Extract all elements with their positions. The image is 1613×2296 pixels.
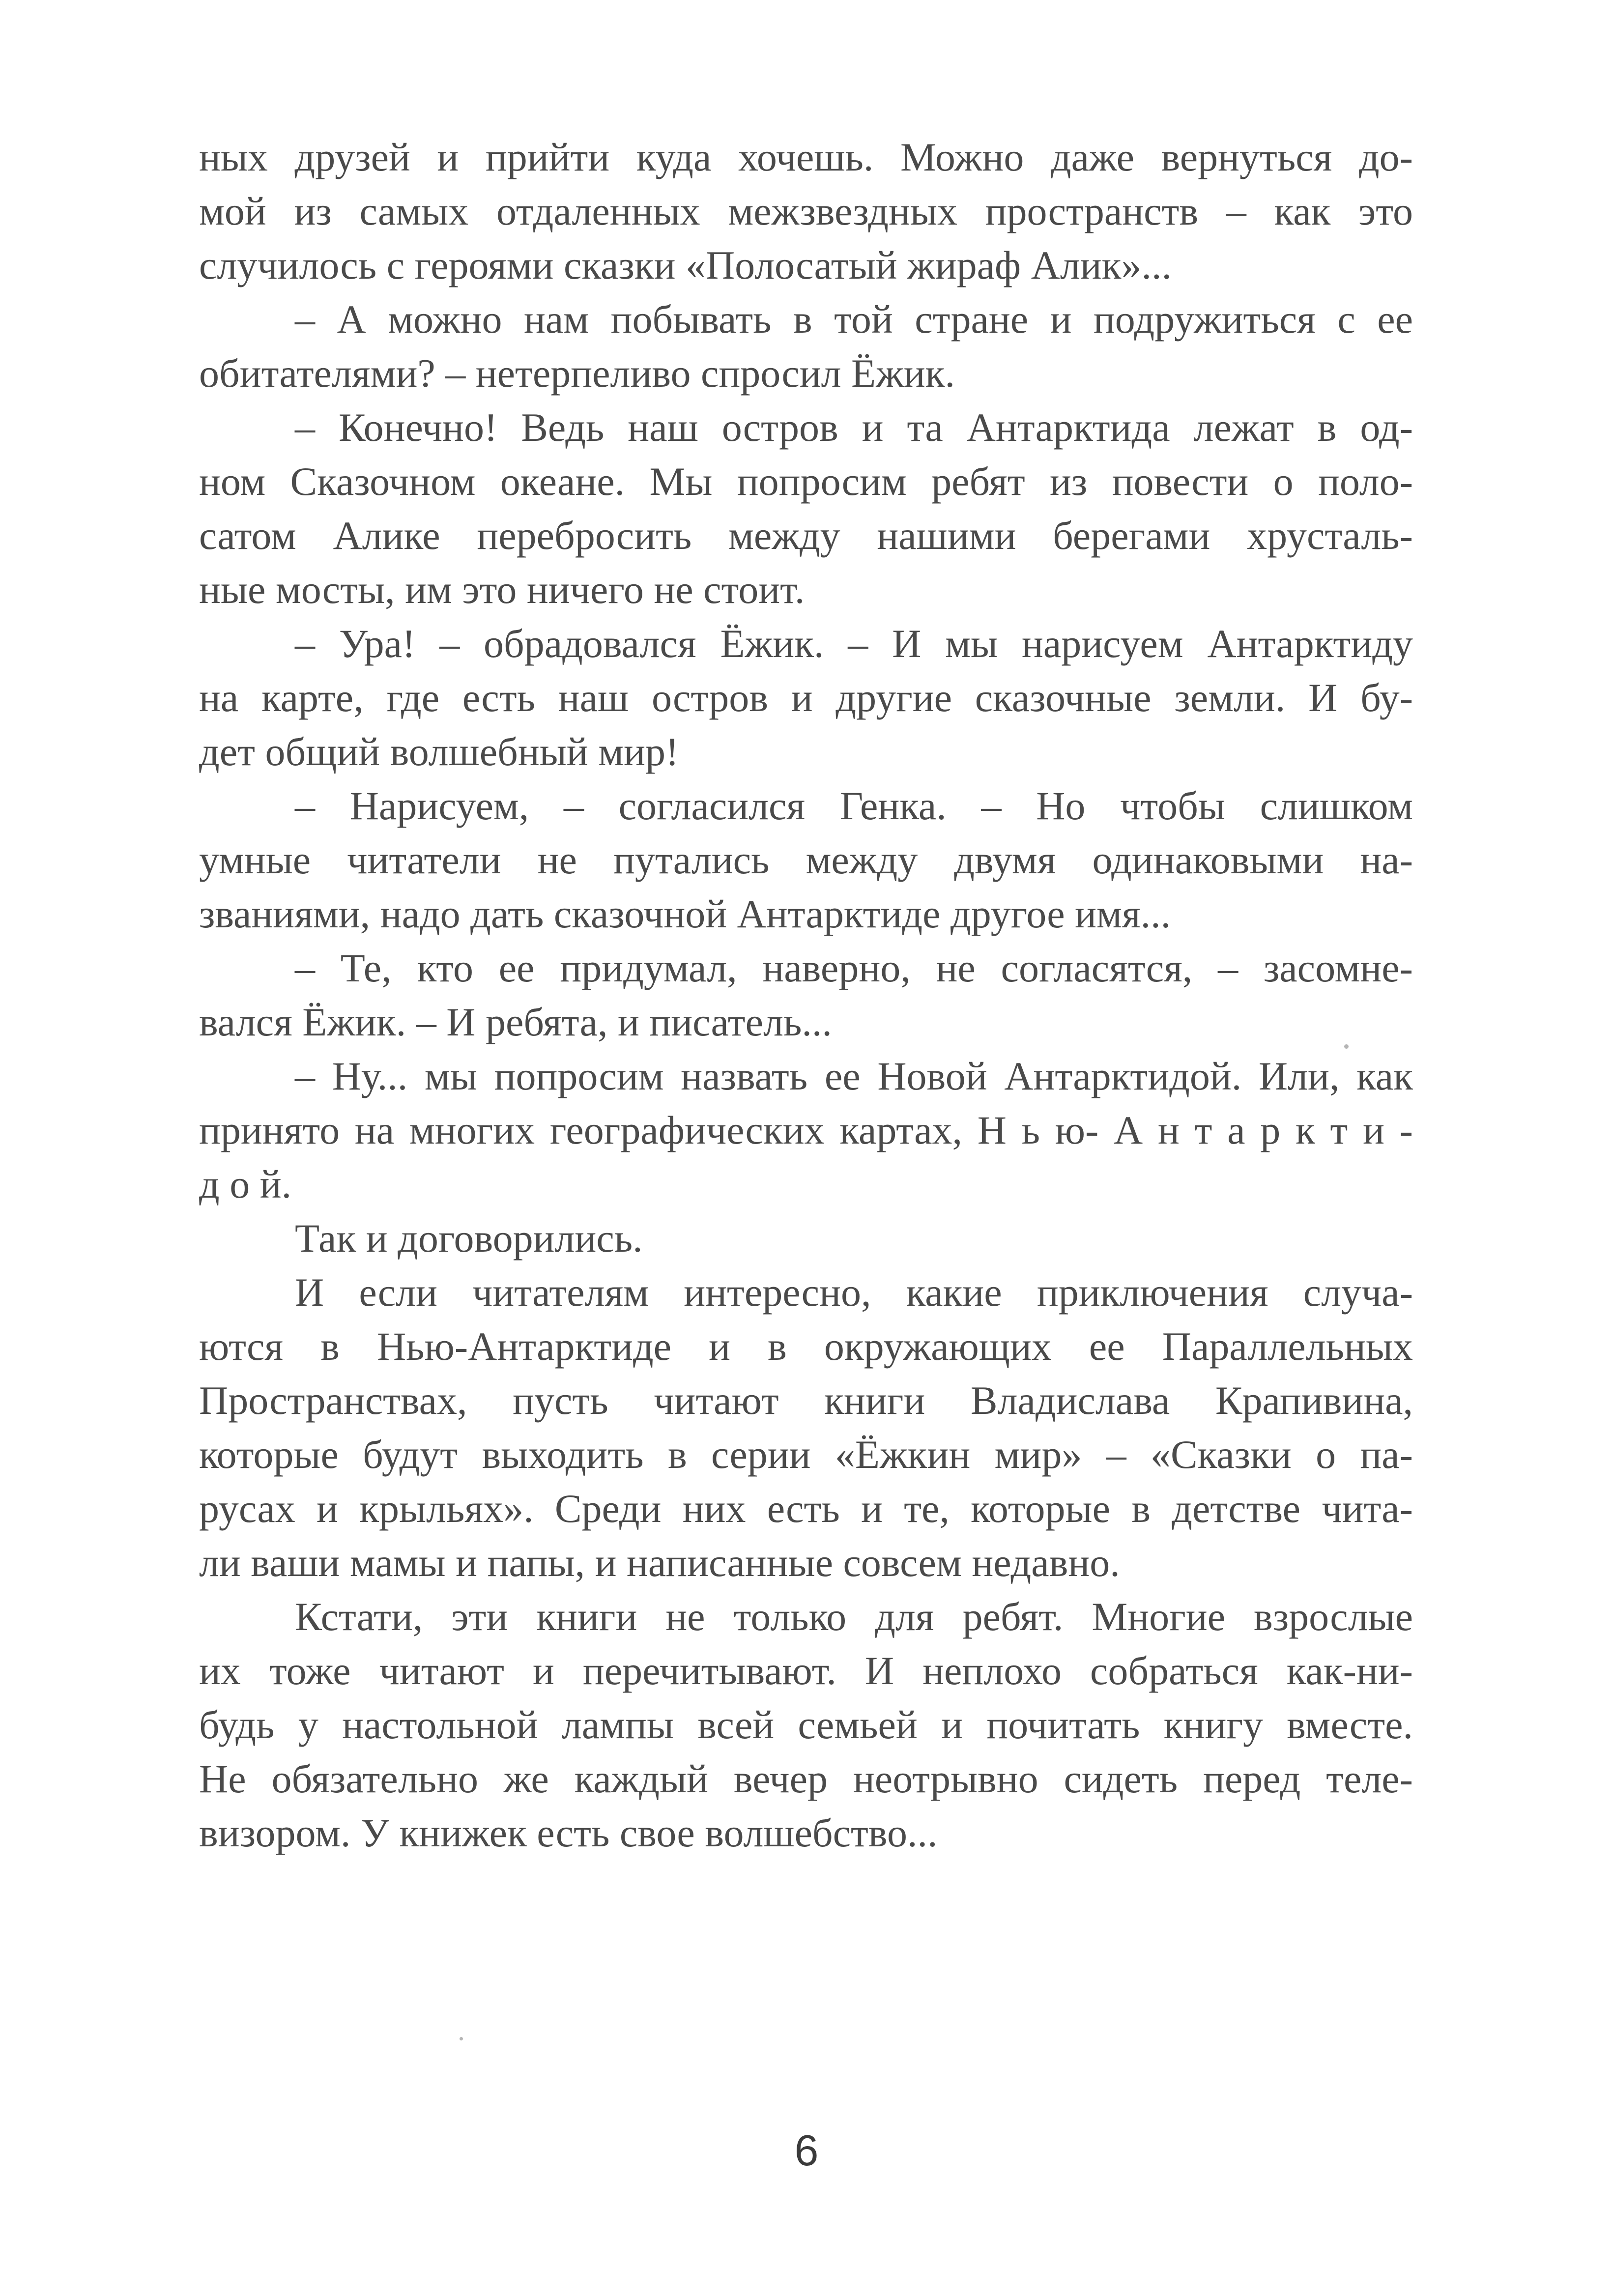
page-number: 6 (794, 2126, 819, 2175)
text-line: русах и крыльях». Среди них есть и те, которые в детстве чита- (199, 1486, 1413, 1531)
text-line: сатом Алике перебросить между нашими берегами хрусталь- (199, 513, 1413, 558)
text-line: их тоже читают и перечитывают. И неплохо собраться как-ни- (199, 1648, 1413, 1693)
paper-speck (1344, 1044, 1349, 1049)
text-line: ном Сказочном океане. Мы попросим ребят из повести о поло- (199, 459, 1413, 504)
text-line: – Ну... мы попросим назвать ее Новой Антарктидой. Или, как (295, 1054, 1413, 1098)
text-line: мой из самых отдаленных межзвездных пространств – как это (199, 189, 1413, 233)
text-line: ются в Нью-Антарктиде и в окружающих ее Параллельных (199, 1324, 1413, 1369)
text-line: Не обязательно же каждый вечер неотрывно сидеть перед теле- (199, 1756, 1413, 1801)
paper-speck (460, 2037, 463, 2040)
text-line: обитателями? – нетерпеливо спросил Ёжик. (199, 351, 955, 396)
text-line: вался Ёжик. – И ребята, и писатель... (199, 1000, 832, 1044)
text-line: принято на многих географических картах, Н ь ю- А н т а р к т и - (199, 1108, 1413, 1152)
text-line: – А можно нам побывать в той стране и подружиться с ее (295, 297, 1413, 342)
text-line: будь у настольной лампы всей семьей и почитать книгу вместе. (199, 1702, 1413, 1747)
text-line: – Те, кто ее придумал, наверно, не согласятся, – засомне- (295, 946, 1413, 990)
text-line: ные мосты, им это ничего не стоит. (199, 567, 805, 612)
text-line: Кстати, эти книги не только для ребят. Многие взрослые (295, 1594, 1413, 1639)
text-line: на карте, где есть наш остров и другие сказочные земли. И бу- (199, 675, 1413, 720)
text-line: – Конечно! Ведь наш остров и та Антарктида лежат в од- (295, 405, 1413, 450)
text-line: визором. У книжек есть свое волшебство... (199, 1810, 938, 1855)
text-line: случилось с героями сказки «Полосатый жираф Алик»... (199, 243, 1172, 287)
text-line: ных друзей и прийти куда хочешь. Можно даже вернуться до- (199, 135, 1413, 179)
text-line: дет общий волшебный мир! (199, 729, 679, 774)
text-line: И если читателям интересно, какие приключения случа- (295, 1270, 1413, 1315)
text-line: ли ваши мамы и папы, и написанные совсем недавно. (199, 1540, 1120, 1585)
text-line: которые будут выходить в серии «Ёжкин мир» – «Сказки о па- (199, 1432, 1413, 1477)
body-text (199, 130, 1413, 1860)
text-line: – Нарисуем, – согласился Генка. – Но чтобы слишком (295, 783, 1413, 828)
text-line: Так и договорились. (295, 1216, 643, 1261)
text-line: д о й. (199, 1162, 292, 1206)
text-line: званиями, надо дать сказочной Антарктиде другое имя... (199, 891, 1171, 936)
text-line: Пространствах, пусть читают книги Владислава Крапивина, (199, 1378, 1413, 1423)
text-line: умные читатели не путались между двумя одинаковыми на- (199, 837, 1413, 882)
text-line: – Ура! – обрадовался Ёжик. – И мы нарисуем Антарктиду (295, 621, 1413, 666)
